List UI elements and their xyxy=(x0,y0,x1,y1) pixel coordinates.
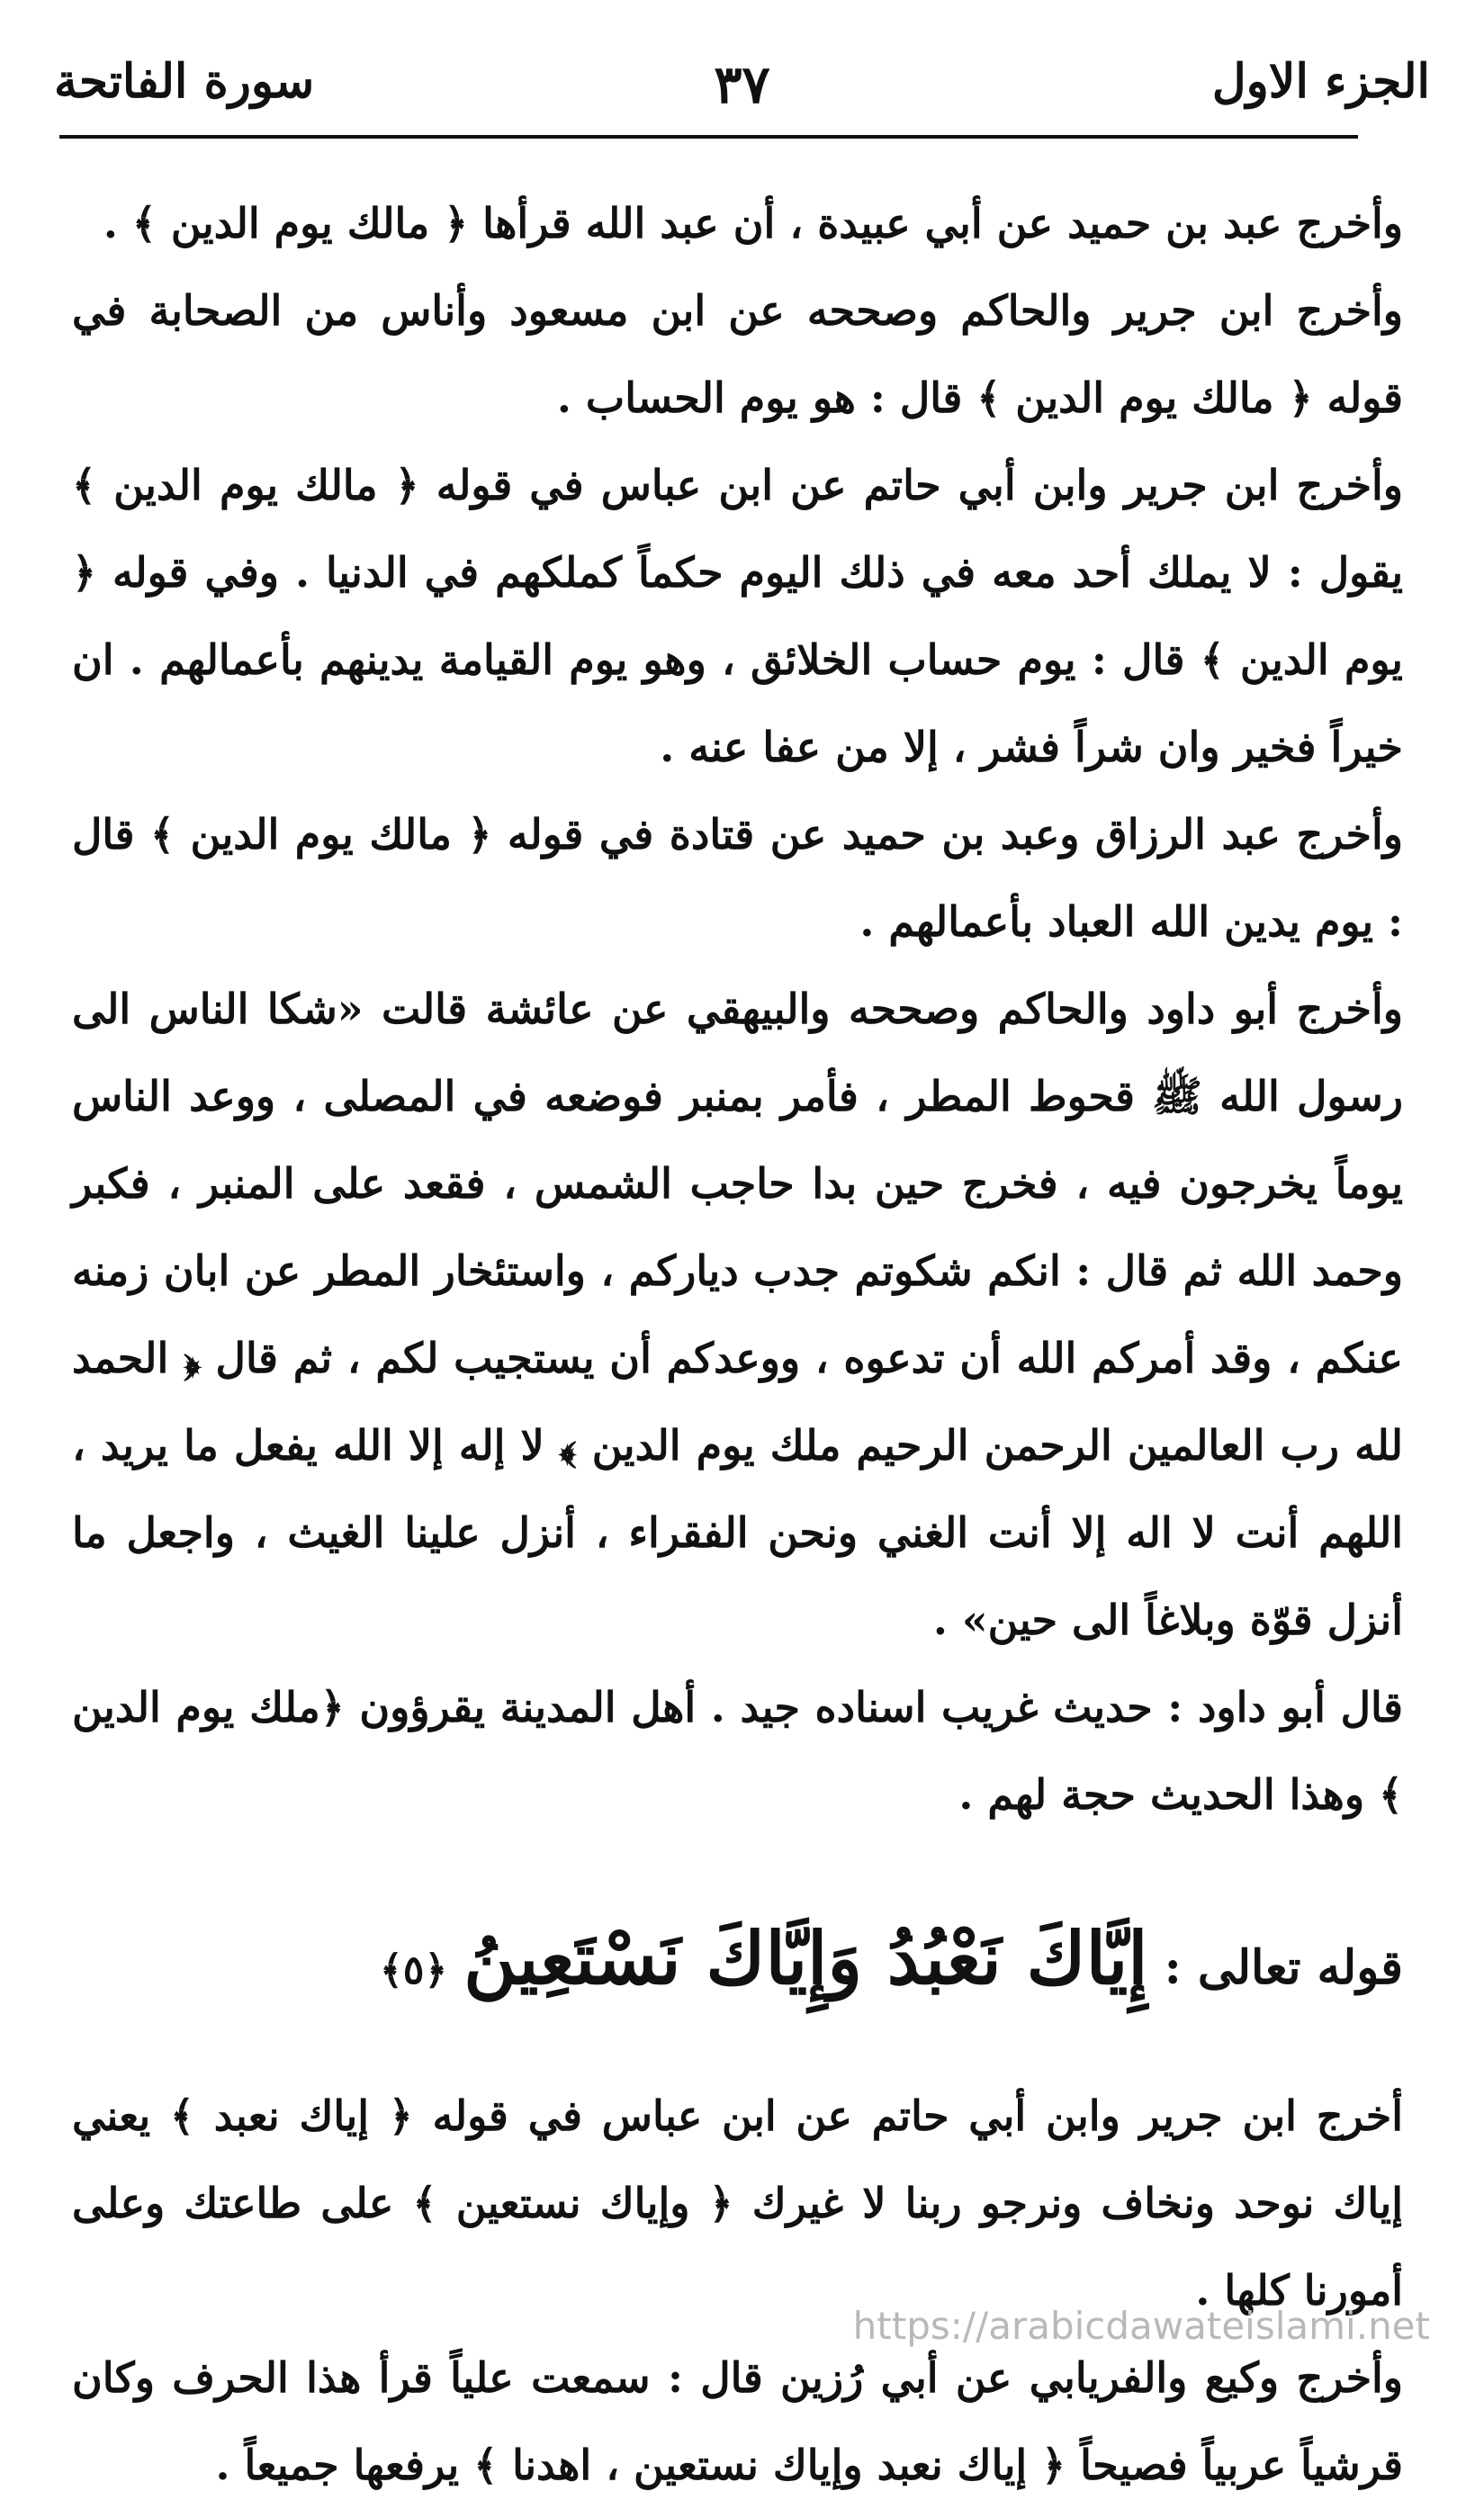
page-header xyxy=(54,54,1430,144)
paragraph-2: وأخرج ابن جرير والحاكم وصححه عن ابن مسعود وأناس من الصحابة في قوله ﴿ مالك يوم الدين ﴾ قال : هو يوم الحساب . xyxy=(72,286,1403,422)
volume-title: الجزء الاول xyxy=(1211,54,1430,109)
header-rule xyxy=(59,135,1358,139)
section-heading xyxy=(72,1900,1403,2029)
heading-ayah: إِيَّاكَ نَعْبُدُ وَإِيَّاكَ نَسْتَعِينُ xyxy=(463,1916,1148,2001)
page-number: ٣٧ xyxy=(714,54,770,115)
paragraph-4: وأخرج عبد الرزاق وعبد بن حميد عن قتادة في قوله ﴿ مالك يوم الدين ﴾ قال : يوم يدين الله العباد بأعمالهم . xyxy=(72,810,1403,946)
watermark-url: https://arabicdawateislami.net xyxy=(852,2304,1430,2348)
paragraph-6: قال أبو داود : حديث غريب اسناده جيد . أهل المدينة يقرؤون ﴿ملك يوم الدين ﴾ وهذا الحديث حجة لهم . xyxy=(72,1683,1403,1819)
paragraph-1: وأخرج عبد بن حميد عن أبي عبيدة ، أن عبد الله قرأها ﴿ مالك يوم الدين ﴾ . xyxy=(103,199,1403,247)
paragraph-3: وأخرج ابن جرير وابن أبي حاتم عن ابن عباس في قوله ﴿ مالك يوم الدين ﴾ يقول : لا يملك أحد معه في ذلك اليوم حكماً كملكهم في الدنيا . وفي قوله ﴿ يوم الدين ﴾ قال : يوم حساب الخلائق ، وهو يوم القيامة يدينهم بأعمالهم . ان خيراً فخير وان شراً فشر ، إلا من عفا عنه . xyxy=(72,461,1403,771)
surah-title: سورة الفاتحة xyxy=(54,54,315,109)
paragraph-5: وأخرج أبو داود والحاكم وصححه والبيهقي عن عائشة قالت «شكا الناس الى رسول الله ﷺ قحوط المطر ، فأمر بمنبر فوضعه في المصلى ، ووعد الناس يوماً يخرجون فيه ، فخرج حين بدا حاجب الشمس ، فقعد على المنبر ، فكبر وحمد الله ثم قال : انكم شكوتم جدب دياركم ، واستئخار المطر عن ابان زمنه عنكم ، وقد أمركم الله أن تدعوه ، ووعدكم أن يستجيب لكم ، ثم قال ﴿ الحمد لله رب العالمين الرحمن الرحيم ملك يوم الدين ﴾ لا إله إلا الله يفعل ما يريد ، اللهم أنت لا اله إلا أنت الغني ونحن الفقراء ، أنزل علينا الغيث ، واجعل ما أنزل قوّة وبلاغاً الى حين» . xyxy=(72,985,1403,1644)
paragraph-7: أخرج ابن جرير وابن أبي حاتم عن ابن عباس في قوله ﴿ إياك نعبد ﴾ يعني إياك نوحد ونخاف ونرجو ربنا لا غيرك ﴿ وإياك نستعين ﴾ على طاعتك وعلى أمورنا كلها . xyxy=(72,2091,1403,2315)
heading-lead: قوله تعالى : xyxy=(1164,1940,1403,1995)
paragraph-8: وأخرج وكيع والفريابي عن أبي رُزين قال : سمعت علياً قرأ هذا الحرف وكان قرشياً عربياً فصيحاً ﴿ إياك نعبد وإياك نستعين ، اهدنا ﴾ يرفعها جميعاً . xyxy=(72,2353,1403,2489)
page-body xyxy=(72,180,1403,2509)
ayah-number-mark: ﴿٥﴾ xyxy=(379,1947,448,1993)
